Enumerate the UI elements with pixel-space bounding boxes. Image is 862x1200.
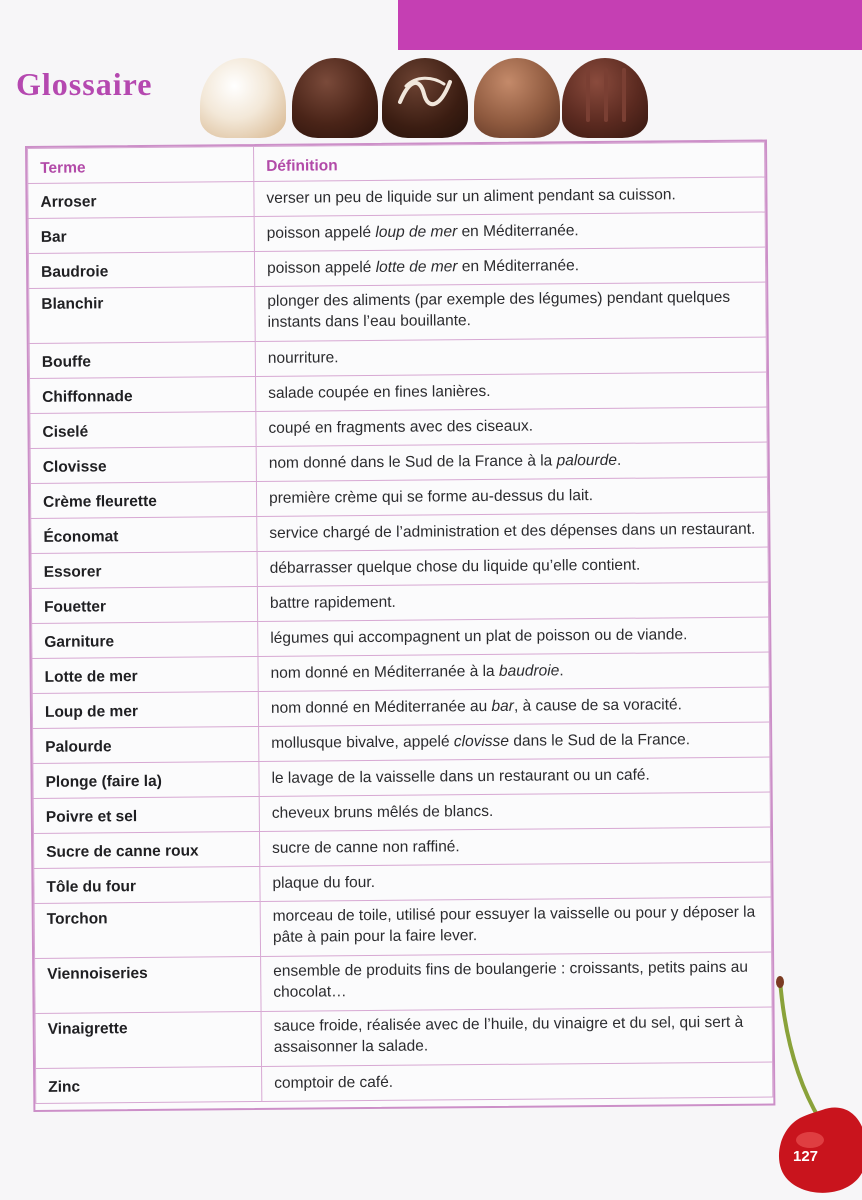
glossary-term: Torchon <box>34 901 260 958</box>
header-definition: Définition <box>254 142 765 181</box>
definition-text: nom donné dans le Sud de la France à la <box>268 452 557 472</box>
glossary-definition <box>259 757 770 796</box>
definition-italic-text: palourde <box>556 451 617 470</box>
glossary-term: Bouffe <box>29 341 255 378</box>
definition-italic-text: bar <box>491 697 514 715</box>
glossary-term: Ciselé <box>30 411 256 448</box>
definition-text: plaque du four. <box>272 873 376 892</box>
glossary-definition <box>257 512 768 551</box>
glossary-table <box>27 142 773 1104</box>
glossary-definition <box>256 442 767 481</box>
glossary-definition <box>256 477 767 516</box>
glossary-term: Vinaigrette <box>35 1011 261 1068</box>
chocolates-illustration <box>198 58 658 138</box>
glossary-definition <box>254 212 765 251</box>
glossary-definition <box>259 792 770 831</box>
glossary-definition <box>261 1007 772 1066</box>
definition-text: , à cause de sa voracité. <box>513 696 683 715</box>
glossary-term: Tôle du four <box>34 866 260 903</box>
glossary-body <box>28 177 773 1103</box>
definition-text: sucre de canne non raffiné. <box>272 838 460 857</box>
glossary-definition <box>254 177 765 216</box>
definition-text: battre rapidement. <box>269 593 396 612</box>
definition-text: verser un peu de liquide sur un aliment pendant sa cuisson. <box>266 186 676 207</box>
page-title: Glossaire <box>16 66 153 102</box>
glossary-term: Palourde <box>33 726 259 763</box>
definition-text: service chargé de l’administration et des dépenses dans un restaurant. <box>269 520 756 542</box>
definition-text: . <box>616 451 622 469</box>
glossary-definition <box>260 862 771 901</box>
definition-text: dans le Sud de la France. <box>508 731 691 750</box>
glossary-term: Fouetter <box>31 586 257 623</box>
definition-text: nom donné en Méditerranée au <box>270 697 492 717</box>
glossary-definition <box>254 247 765 286</box>
glossary-definition <box>258 617 769 656</box>
white-swirl-decoration <box>396 72 454 112</box>
table-row <box>29 282 766 343</box>
definition-text: le lavage de la vaisselle dans un restaurant ou un café. <box>271 766 650 787</box>
glossary-definition <box>262 1062 773 1101</box>
definition-italic-text: clovisse <box>453 732 510 751</box>
glossary-term: Blanchir <box>29 287 255 344</box>
glossary-definition <box>259 722 770 761</box>
definition-text: nourriture. <box>267 349 339 367</box>
definition-italic-text: baudroie <box>498 662 560 680</box>
definition-text: plonger des aliments (par exemple des légumes) pendant quelques instants dans l’eau bouillante. <box>267 288 731 331</box>
definition-text: cheveux bruns mêlés de blancs. <box>271 802 494 822</box>
glossary-term: Arroser <box>28 182 254 219</box>
table-row <box>36 1062 773 1103</box>
definition-italic-text: loup de mer <box>375 223 458 241</box>
glossary-term: Viennoiseries <box>35 956 261 1013</box>
definition-text: ensemble de produits fins de boulangerie : croissants, petits pains au chocolat… <box>273 958 749 1001</box>
definition-italic-text: lotte de mer <box>375 258 458 276</box>
definition-text: comptoir de café. <box>274 1073 394 1092</box>
glossary-term: Sucre de canne roux <box>33 831 259 868</box>
page-number: 127 <box>793 1148 819 1165</box>
definition-text: première crème qui se forme au-dessus du lait. <box>269 487 594 507</box>
glossary-term: Bar <box>28 217 254 254</box>
table-row <box>34 897 771 958</box>
definition-text: coupé en fragments avec des ciseaux. <box>268 417 534 437</box>
striped-chocolate-bonbon <box>562 58 648 138</box>
definition-text: débarrasser quelque chose du liquide qu’elle contient. <box>269 556 641 577</box>
glossary-definition <box>255 337 766 376</box>
glossary-definition <box>256 407 767 446</box>
definition-text: poisson appelé <box>267 258 376 277</box>
glossary-term: Crème fleurette <box>30 481 256 518</box>
dark-chocolate-bonbon <box>292 58 378 138</box>
glossary-definition <box>259 827 770 866</box>
glossary-term: Zinc <box>36 1066 262 1103</box>
definition-text: légumes qui accompagnent un plat de poisson ou de viande. <box>270 626 688 647</box>
glossary-term: Plonge (faire la) <box>33 761 259 798</box>
definition-text: sauce froide, réalisée avec de l’huile, du vinaigre et du sel, qui sert à assaisonner la salade. <box>273 1013 744 1056</box>
glossary-definition <box>255 282 766 341</box>
definition-text: poisson appelé <box>266 223 376 242</box>
glossary-term: Économat <box>31 516 257 553</box>
glossary-term: Essorer <box>31 551 257 588</box>
table-row <box>35 952 772 1013</box>
glossary-definition <box>261 952 772 1011</box>
glossary-term: Lotte de mer <box>32 656 258 693</box>
table-row <box>35 1007 772 1068</box>
glossary-definition <box>260 897 771 956</box>
definition-text: . <box>559 662 564 680</box>
header-term: Terme <box>28 147 254 184</box>
glossary-term: Loup de mer <box>32 691 258 728</box>
milk-chocolate-bonbon <box>474 58 560 138</box>
cherry-illustration <box>770 970 862 1200</box>
definition-text: morceau de toile, utilisé pour essuyer la vaisselle ou pour y déposer la pâte à pain pour la faire lever. <box>272 903 756 946</box>
definition-text: en Méditerranée. <box>457 257 580 276</box>
glossary-definition <box>257 547 768 586</box>
glossary-term: Chiffonnade <box>30 376 256 413</box>
definition-text: mollusque bivalve, appelé <box>271 733 454 752</box>
glossary-definition <box>258 687 769 726</box>
glossary-term: Baudroie <box>28 252 254 289</box>
glossary-definition <box>258 652 769 691</box>
definition-text: en Méditerranée. <box>457 222 579 241</box>
glossary-table-frame <box>25 140 775 1112</box>
header-color-band <box>398 0 862 50</box>
swirled-chocolate-bonbon <box>382 58 468 138</box>
white-chocolate-truffle <box>200 58 286 138</box>
glossary-term: Garniture <box>32 621 258 658</box>
glossary-definition <box>257 582 768 621</box>
definition-text: salade coupée en fines lanières. <box>268 382 491 402</box>
glossary-definition <box>256 372 767 411</box>
definition-text: nom donné en Méditerranée à la <box>270 662 500 682</box>
glossary-term: Clovisse <box>30 446 256 483</box>
glossary-term: Poivre et sel <box>33 796 259 833</box>
